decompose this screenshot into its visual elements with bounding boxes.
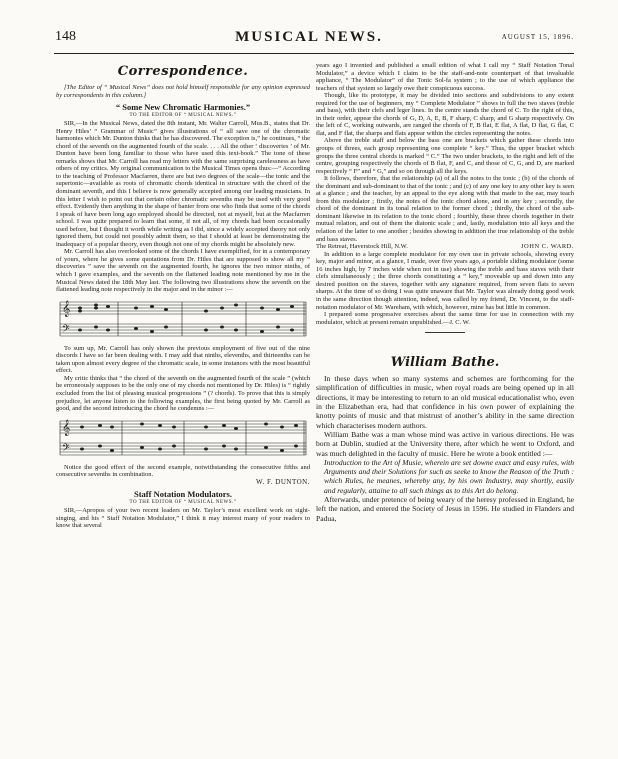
paragraph: Mr. Carroll has also overlooked some of the chords I have exemplified, for in a contemporary of yours, where he gives some quotations from Dr. Hiles that are supposed to show all my “ discoveries ” save the seventh on the augmented fourth, he ignores the two minor ninths, of which I gave examples, and the seventh on the flattened leading note mentioned by me in the Musical News dated the 18th May last. The following two illustrations show the seventh on the flattened leading note respectively in the major and in the minor :— xyxy=(56,248,310,294)
correspondence-heading: Correspondence. xyxy=(117,64,249,79)
letter-title-chromatic: “ Some New Chromatic Harmonies.” xyxy=(115,102,251,113)
paragraph: SIR,—In the Musical News, dated the 8th instant, Mr. Walter Carroll, Mus.B., states that Dr. Henry Hiles’ “ Grammar of Music” gives illustrations of “ all save one of the chromatic harmonies which Mr. Dunton thinks that he has discovered. The exception is,” he continues, “ the chord of the seventh on the augmented fourth of the scale. . . . All the other ‘ discoveries ’ of Mr. Dunton have been long familiar to those who have used this text-book.” The tone of these remarks shows that Mr. Carroll has read my letters with the same surprising carelessness as have others of my critics. My original communication to the Musical Times opens thus:—“ According to the teaching of Professor Macfarren, there are but two degrees of the scale—the tonic and the supertonic—available as roots of chromatic chords identical in structure with the chord of the dominant seventh, and this I believe is now generally accepted among our leading musicians. In this letter I wish to point out that certain other chromatic sevenths may be used with very good effect. Evidently then anything in the shape of banter from one who finds that some of the chords I speak of have been long ago employed should be directed, not at myself, but at the Macfarren school. I was quite prepared to learn that some, if not all, of my chords had been occasionally used before, but I thought it worth while writing as I did, since a widely accepted theory not only ignored them, but could not possibly admit them, so that I should at least be demonstrating the inadequacy of a popular theory, even though not one of my chords might be absolutely new. xyxy=(56,120,310,248)
paragraph: I prepared some progressive exercises about the same time for use in connection with my modulator, which at present remain unpublished.—J. C. W. xyxy=(316,311,574,326)
william-bathe-heading: William Bathe. xyxy=(390,355,500,371)
letter-addressee: TO THE EDITOR OF “ MUSICAL NEWS.” xyxy=(129,113,237,119)
svg-text:𝄞: 𝄞 xyxy=(62,300,71,317)
letter-addressee: TO THE EDITOR OF “ MUSICAL NEWS.” xyxy=(129,500,237,506)
svg-text:𝄢: 𝄢 xyxy=(62,441,70,456)
svg-text:𝄞: 𝄞 xyxy=(62,419,71,436)
music-example-flattened-leading-note xyxy=(56,296,310,342)
paragraph: To sum up, Mr. Carroll has only shown the previous employment of five out of the nine discords I have so far been dealing with. I may add that ninths, elevenths, and thirteenths can be taken upon almost every degree of the chromatic scale, in some instances with the most beautiful effect. xyxy=(56,344,310,375)
issue-date: AUGUST 15, 1896. xyxy=(501,33,574,41)
signature-dunton: W. F. DUNTON. xyxy=(256,477,310,486)
masthead-title: MUSICAL NEWS. xyxy=(235,29,383,45)
paragraph: In addition to a large complete modulator for my own use in private schools, showing every key, major and minor, at a glance, I made, over five years ago, a portable sliding modulator (some 16 inches high, by 7 inches wide when not in use) showing the treble and bass staves with their clefs simultaneously ; the three chords constituting a “ key,” moveable up and down into any desired position on the staves, together with any signature required, from seven flats to seven sharps. At the time of so doing I was quite unaware that Mr. Taylor was already doing good work in the same direction though attention, indeed, was called by my friend, Dr. Vincent, to the staff-notation modulator of Mr. Wareham, with which, however, mine has but little in common. xyxy=(316,250,574,311)
paragraph: Notice the good effect of the second example, notwithstanding the consecutive fifths and consecutive sevenths in combination. xyxy=(56,463,310,479)
letter-title-modulators: Staff Notation Modulators. xyxy=(134,489,232,500)
paragraph: Though, like its prototype, it may be divided into sections and subdivisions to any extent required for the use of beginners, my “ Complete Modulator ” shows in full the two staves (treble and bass), with their clefs and leger lines. In the centre stands the chord of C. To the right of this, in their order, appear the chords of G, D, A, E, B, F sharp, C sharp, and G sharp respectively. On the left of C, working outwards, are ranged the chords of F, B flat, E flat, A flat, D flat, G flat, C flat, and F flat, the sharps and flats appear within the circles representing the notes. xyxy=(316,92,574,137)
editor-note: [The Editor of “ Musical News” does not hold himself responsible for any opinion expressed by correspondents in this column.] xyxy=(56,84,310,99)
signature-ward: JOHN C. WARD. xyxy=(521,243,574,251)
paragraph: It follows, therefore, that the relationship (a) of all the notes to the tonic ; (b) of the chords of the dominant and sub-dominant to that of the tonic ; and (c) of any one key to any other key is seen at a glance ; and the teacher, by an appeal to the eye along with that made to the ear, may teach from this modulator ; firstly, the notes of the tonic chord alone, and in any key ; secondly, the chord of the dominant in its tonal relation to the former chord ; thirdly, the chord of the sub-dominant likewise in its relation to the tonic chord ; fourthly, these three chords together in their mutual relation, and out of them the diatonic scale ; and, lastly, modulation into all keys and the relation of the latter to one another ; besides showing in addition the true relationship of the treble and bass staves. xyxy=(316,175,574,243)
paragraph: Afterwards, under pretence of being weary of the heresy professed in England, he left the nation, and entered the Society of Jesus in 1596. He studied in Flanders and Padua, xyxy=(316,495,574,523)
music-example-augmented-fourth-seventh xyxy=(56,415,310,461)
william-bathe-article xyxy=(316,374,574,523)
svg-text:𝄢: 𝄢 xyxy=(62,322,70,337)
paragraph: years ago I invented and published a small edition of what I call my “ Staff Notation Tonal Modulator,” a device which I claim to be the staff-and-note counterpart of that invaluable appliance, “ The Modulator” of the Tonic Sol-fa system ; to the use of which appliance the teachers of that system so largely owe their conspicuous success. xyxy=(316,62,574,92)
header-rule xyxy=(54,53,574,54)
book-title-quote: Introduction to the Art of Musie, wherein are set downe exact and easy rules, with Arguments and their Solutions for such as seeke to know the Reason of the Truth : which Rules, he meanes, whereby any, by his own Industry, may shortly, easily and regularly, attaine to all such things as to this Art do belong. xyxy=(324,457,574,495)
paragraph: My critic thinks that “ the chord of the seventh on the augmented fourth of the scale ” (which he erroneously supposes to be the only one of my chords not mentioned by Dr. Hiles) is “ rightly excluded from the list of pleasing musical progressions ” (? chords). To prove that this is simply prejudice, let anyone listen to the following examples, the first being quoted by Mr. Carroll as good, and the second introducing the chord he condemns :— xyxy=(56,374,310,413)
paragraph: In these days when so many systems and schemes are forthcoming for the simplification of difficulties in music, when royal roads are being opened up in all directions, it may be interesting to return to an old musical educationalist who, even in the Elizabethan era, had that confidence in his own power of explaining the knotty points of music and that mistrust of another’s ability in the same direction which characterises modern authors. xyxy=(316,374,574,430)
paragraph: SIR,—Apropos of your two recent leaders on Mr. Taylor’s most excellent work on sight-singing, and his “ Staff Notation Modulator,” I think it may interest many of your readers to know that several xyxy=(56,507,310,530)
left-column xyxy=(56,62,310,752)
section-divider xyxy=(425,332,465,333)
paragraph: Above the treble staff and below the bass one are brackets which gather these chords into groups of threes, each group representing one complete “ key.” Thus, the upper bracket which groups the three central chords is marked “ C.” The two under brackets, to the right and left of the centre, grouping respectively the chords of B flat, F, and C, and those of C, G, and D, are marked respectively “ F” and “ G,” and so on through all the keys. xyxy=(316,137,574,175)
sender-address xyxy=(316,243,574,251)
right-column xyxy=(316,62,574,752)
address: The Retreat, Haverstock Hill, N.W. xyxy=(316,243,408,251)
page-number: 148 xyxy=(55,29,76,44)
paragraph: William Bathe was a man whose mind was active in various directions. He was born at Dublin, studied at the University there, after which he went to Oxford, and was much delighted in the faculty of music. Here he wrote a book entitled :— xyxy=(316,429,574,458)
